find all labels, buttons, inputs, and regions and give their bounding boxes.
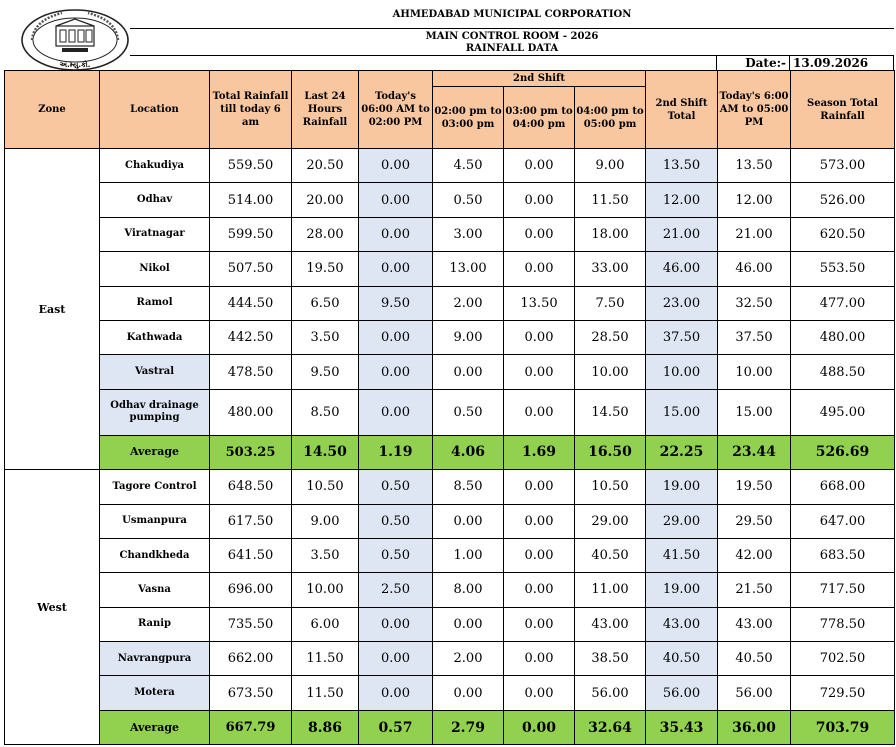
value-cell-today-total: 43.00: [718, 607, 791, 641]
value-cell-s1: 9.00: [433, 320, 504, 354]
date-value: 13.09.2026: [793, 56, 869, 70]
average-cell-shift-total: 35.43: [646, 710, 718, 744]
value-cell-season: 553.50: [791, 252, 895, 286]
value-cell-last24: 19.50: [292, 252, 359, 286]
table-row: [5, 252, 895, 286]
value-cell-till-today: 507.50: [210, 252, 292, 286]
average-cell-today-am: 0.57: [359, 710, 433, 744]
value-cell-today-am: 0.00: [359, 320, 433, 354]
location-cell: Nikol: [100, 252, 210, 286]
value-cell-today-am: 0.50: [359, 470, 433, 504]
value-cell-shift-total: 10.00: [646, 355, 718, 389]
value-cell-season: 495.00: [791, 389, 895, 435]
title-room: [130, 28, 894, 56]
value-cell-last24: 20.50: [292, 149, 359, 183]
value-cell-today-am: 0.00: [359, 607, 433, 641]
logo-bottom-text: અ.મ્યુ.કો.: [59, 61, 91, 69]
value-cell-s3: 40.50: [575, 538, 646, 572]
value-cell-season: 717.50: [791, 573, 895, 607]
value-cell-s2: 0.00: [504, 470, 575, 504]
value-cell-last24: 10.50: [292, 470, 359, 504]
average-cell-s3: 32.64: [575, 710, 646, 744]
rainfall-table: [4, 70, 895, 745]
col-slot-4-5pm: 04:00 pm to 05:00 pm: [575, 87, 646, 149]
value-cell-today-am: 0.00: [359, 389, 433, 435]
value-cell-today-am: 0.00: [359, 252, 433, 286]
value-cell-today-total: 19.50: [718, 470, 791, 504]
value-cell-season: 480.00: [791, 320, 895, 354]
value-cell-season: 729.50: [791, 676, 895, 710]
rainfall-data-title: RAINFALL DATA: [465, 43, 559, 54]
org-name: AHMEDABAD MUNICIPAL CORPORATION: [392, 9, 632, 20]
amc-logo-icon: [20, 8, 130, 72]
location-cell: Vasna: [100, 573, 210, 607]
average-cell-today-total: 23.44: [718, 435, 791, 469]
value-cell-today-am: 0.00: [359, 676, 433, 710]
value-cell-today-am: 0.00: [359, 183, 433, 217]
value-cell-s2: 0.00: [504, 252, 575, 286]
location-cell: Odhav: [100, 183, 210, 217]
value-cell-shift-total: 15.00: [646, 389, 718, 435]
value-cell-last24: 10.00: [292, 573, 359, 607]
value-cell-s1: 0.00: [433, 676, 504, 710]
table-row: [5, 389, 895, 435]
value-cell-till-today: 480.00: [210, 389, 292, 435]
col-2nd-shift: 2nd Shift: [433, 71, 646, 87]
zone-name: West: [5, 470, 100, 745]
value-cell-shift-total: 40.50: [646, 642, 718, 676]
value-cell-till-today: 599.50: [210, 217, 292, 251]
value-cell-s1: 0.50: [433, 389, 504, 435]
value-cell-s3: 10.00: [575, 355, 646, 389]
value-cell-today-total: 29.50: [718, 504, 791, 538]
value-cell-s3: 9.00: [575, 149, 646, 183]
table-row: [5, 676, 895, 710]
location-cell: Chakudiya: [100, 149, 210, 183]
average-row: [5, 435, 895, 469]
value-cell-s3: 38.50: [575, 642, 646, 676]
location-cell: Chandkheda: [100, 538, 210, 572]
title-org: [130, 4, 894, 28]
col-slot-2-3pm: 02:00 pm to 03:00 pm: [433, 87, 504, 149]
average-label: Average: [100, 435, 210, 469]
average-cell-shift-total: 22.25: [646, 435, 718, 469]
average-cell-season: 703.79: [791, 710, 895, 744]
location-cell: Kathwada: [100, 320, 210, 354]
value-cell-s3: 43.00: [575, 607, 646, 641]
date-label-box: [716, 55, 790, 71]
value-cell-season: 702.50: [791, 642, 895, 676]
value-cell-shift-total: 37.50: [646, 320, 718, 354]
value-cell-today-total: 32.50: [718, 286, 791, 320]
value-cell-shift-total: 12.00: [646, 183, 718, 217]
value-cell-last24: 3.50: [292, 320, 359, 354]
value-cell-shift-total: 41.50: [646, 538, 718, 572]
value-cell-season: 620.50: [791, 217, 895, 251]
value-cell-shift-total: 56.00: [646, 676, 718, 710]
value-cell-s2: 0.00: [504, 389, 575, 435]
value-cell-season: 526.00: [791, 183, 895, 217]
value-cell-last24: 8.50: [292, 389, 359, 435]
value-cell-till-today: 648.50: [210, 470, 292, 504]
value-cell-s2: 0.00: [504, 320, 575, 354]
value-cell-last24: 20.00: [292, 183, 359, 217]
value-cell-s2: 0.00: [504, 538, 575, 572]
table-row: [5, 149, 895, 183]
value-cell-shift-total: 13.50: [646, 149, 718, 183]
value-cell-shift-total: 46.00: [646, 252, 718, 286]
value-cell-s3: 7.50: [575, 286, 646, 320]
value-cell-s1: 0.00: [433, 355, 504, 389]
value-cell-s2: 0.00: [504, 355, 575, 389]
value-cell-s2: 13.50: [504, 286, 575, 320]
value-cell-s1: 13.00: [433, 252, 504, 286]
value-cell-today-am: 9.50: [359, 286, 433, 320]
value-cell-s3: 29.00: [575, 504, 646, 538]
location-cell: Viratnagar: [100, 217, 210, 251]
value-cell-s3: 28.50: [575, 320, 646, 354]
value-cell-today-total: 56.00: [718, 676, 791, 710]
col-slot-3-4pm: 03:00 pm to 04:00 pm: [504, 87, 575, 149]
value-cell-today-am: 0.00: [359, 217, 433, 251]
value-cell-s1: 8.50: [433, 470, 504, 504]
value-cell-s1: 4.50: [433, 149, 504, 183]
value-cell-season: 778.50: [791, 607, 895, 641]
average-cell-s2: 1.69: [504, 435, 575, 469]
average-cell-s1: 4.06: [433, 435, 504, 469]
value-cell-today-total: 12.00: [718, 183, 791, 217]
value-cell-season: 683.50: [791, 538, 895, 572]
col-last-24-hours: Last 24 Hours Rainfall: [292, 71, 359, 149]
value-cell-shift-total: 21.00: [646, 217, 718, 251]
value-cell-s1: 3.00: [433, 217, 504, 251]
value-cell-s3: 56.00: [575, 676, 646, 710]
value-cell-till-today: 444.50: [210, 286, 292, 320]
zone-name: East: [5, 149, 100, 470]
value-cell-today-am: 0.00: [359, 149, 433, 183]
value-cell-s2: 0.00: [504, 607, 575, 641]
table-row: [5, 183, 895, 217]
value-cell-s1: 0.00: [433, 504, 504, 538]
average-cell-today-am: 1.19: [359, 435, 433, 469]
average-cell-s1: 2.79: [433, 710, 504, 744]
average-cell-last24: 8.86: [292, 710, 359, 744]
value-cell-today-am: 0.50: [359, 538, 433, 572]
col-season-total: Season Total Rainfall: [791, 71, 895, 149]
value-cell-s1: 2.00: [433, 286, 504, 320]
value-cell-s3: 33.00: [575, 252, 646, 286]
value-cell-till-today: 662.00: [210, 642, 292, 676]
value-cell-s2: 0.00: [504, 504, 575, 538]
value-cell-till-today: 617.50: [210, 504, 292, 538]
value-cell-s1: 0.50: [433, 183, 504, 217]
value-cell-today-total: 13.50: [718, 149, 791, 183]
value-cell-last24: 3.50: [292, 538, 359, 572]
value-cell-today-am: 0.00: [359, 642, 433, 676]
value-cell-s2: 0.00: [504, 183, 575, 217]
value-cell-shift-total: 23.00: [646, 286, 718, 320]
average-cell-today-total: 36.00: [718, 710, 791, 744]
value-cell-today-total: 40.50: [718, 642, 791, 676]
location-cell: Tagore Control: [100, 470, 210, 504]
value-cell-s2: 0.00: [504, 149, 575, 183]
average-cell-last24: 14.50: [292, 435, 359, 469]
value-cell-s2: 0.00: [504, 573, 575, 607]
value-cell-s1: 8.00: [433, 573, 504, 607]
location-cell: Ranip: [100, 607, 210, 641]
value-cell-last24: 11.50: [292, 642, 359, 676]
value-cell-till-today: 559.50: [210, 149, 292, 183]
average-cell-s2: 0.00: [504, 710, 575, 744]
table-row: [5, 504, 895, 538]
rainfall-table-body: [5, 149, 895, 745]
value-cell-last24: 6.50: [292, 286, 359, 320]
value-cell-s3: 14.50: [575, 389, 646, 435]
table-row: [5, 470, 895, 504]
table-row: [5, 573, 895, 607]
value-cell-last24: 6.00: [292, 607, 359, 641]
value-cell-season: 573.00: [791, 149, 895, 183]
value-cell-s2: 0.00: [504, 217, 575, 251]
value-cell-till-today: 478.50: [210, 355, 292, 389]
value-cell-last24: 9.50: [292, 355, 359, 389]
value-cell-shift-total: 19.00: [646, 573, 718, 607]
average-label: Average: [100, 710, 210, 744]
location-cell: Navrangpura: [100, 642, 210, 676]
value-cell-season: 647.00: [791, 504, 895, 538]
value-cell-today-total: 46.00: [718, 252, 791, 286]
value-cell-shift-total: 29.00: [646, 504, 718, 538]
value-cell-till-today: 735.50: [210, 607, 292, 641]
table-row: [5, 538, 895, 572]
col-2nd-shift-total: 2nd Shift Total: [646, 71, 718, 149]
value-cell-today-am: 0.50: [359, 504, 433, 538]
value-cell-shift-total: 19.00: [646, 470, 718, 504]
value-cell-s3: 10.50: [575, 470, 646, 504]
table-row: [5, 320, 895, 354]
value-cell-today-total: 15.00: [718, 389, 791, 435]
value-cell-last24: 28.00: [292, 217, 359, 251]
value-cell-shift-total: 43.00: [646, 607, 718, 641]
value-cell-today-am: 0.00: [359, 355, 433, 389]
location-cell: Motera: [100, 676, 210, 710]
average-row: [5, 710, 895, 744]
location-cell: Ramol: [100, 286, 210, 320]
value-cell-s2: 0.00: [504, 676, 575, 710]
value-cell-till-today: 442.50: [210, 320, 292, 354]
table-row: [5, 355, 895, 389]
table-row: [5, 642, 895, 676]
value-cell-last24: 11.50: [292, 676, 359, 710]
value-cell-today-total: 21.00: [718, 217, 791, 251]
value-cell-today-am: 2.50: [359, 573, 433, 607]
location-cell: Odhav drainage pumping: [100, 389, 210, 435]
value-cell-s1: 0.00: [433, 607, 504, 641]
value-cell-last24: 9.00: [292, 504, 359, 538]
value-cell-till-today: 514.00: [210, 183, 292, 217]
value-cell-s1: 1.00: [433, 538, 504, 572]
control-room-title: MAIN CONTROL ROOM - 2026: [425, 31, 599, 42]
date-label: Date:-: [745, 56, 786, 70]
col-zone: Zone: [5, 71, 100, 149]
average-cell-till-today: 503.25: [210, 435, 292, 469]
value-cell-s3: 11.50: [575, 183, 646, 217]
value-cell-s2: 0.00: [504, 642, 575, 676]
table-row: [5, 217, 895, 251]
value-cell-season: 668.00: [791, 470, 895, 504]
value-cell-today-total: 10.00: [718, 355, 791, 389]
location-cell: Vastral: [100, 355, 210, 389]
value-cell-season: 477.00: [791, 286, 895, 320]
value-cell-today-total: 21.50: [718, 573, 791, 607]
col-location: Location: [100, 71, 210, 149]
average-cell-till-today: 667.79: [210, 710, 292, 744]
table-row: [5, 286, 895, 320]
value-cell-till-today: 696.00: [210, 573, 292, 607]
col-total-till-today: Total Rainfall till today 6 am: [210, 71, 292, 149]
value-cell-season: 488.50: [791, 355, 895, 389]
value-cell-s3: 18.00: [575, 217, 646, 251]
value-cell-s1: 2.00: [433, 642, 504, 676]
location-cell: Usmanpura: [100, 504, 210, 538]
col-today-total: Today's 6:00 AM to 05:00 PM: [718, 71, 791, 149]
value-cell-till-today: 641.50: [210, 538, 292, 572]
average-cell-s3: 16.50: [575, 435, 646, 469]
value-cell-s3: 11.00: [575, 573, 646, 607]
value-cell-today-total: 37.50: [718, 320, 791, 354]
col-today-morning: Today's 06:00 AM to 02:00 PM: [359, 71, 433, 149]
average-cell-season: 526.69: [791, 435, 895, 469]
value-cell-today-total: 42.00: [718, 538, 791, 572]
date-value-box: [789, 55, 894, 71]
table-row: [5, 607, 895, 641]
value-cell-till-today: 673.50: [210, 676, 292, 710]
